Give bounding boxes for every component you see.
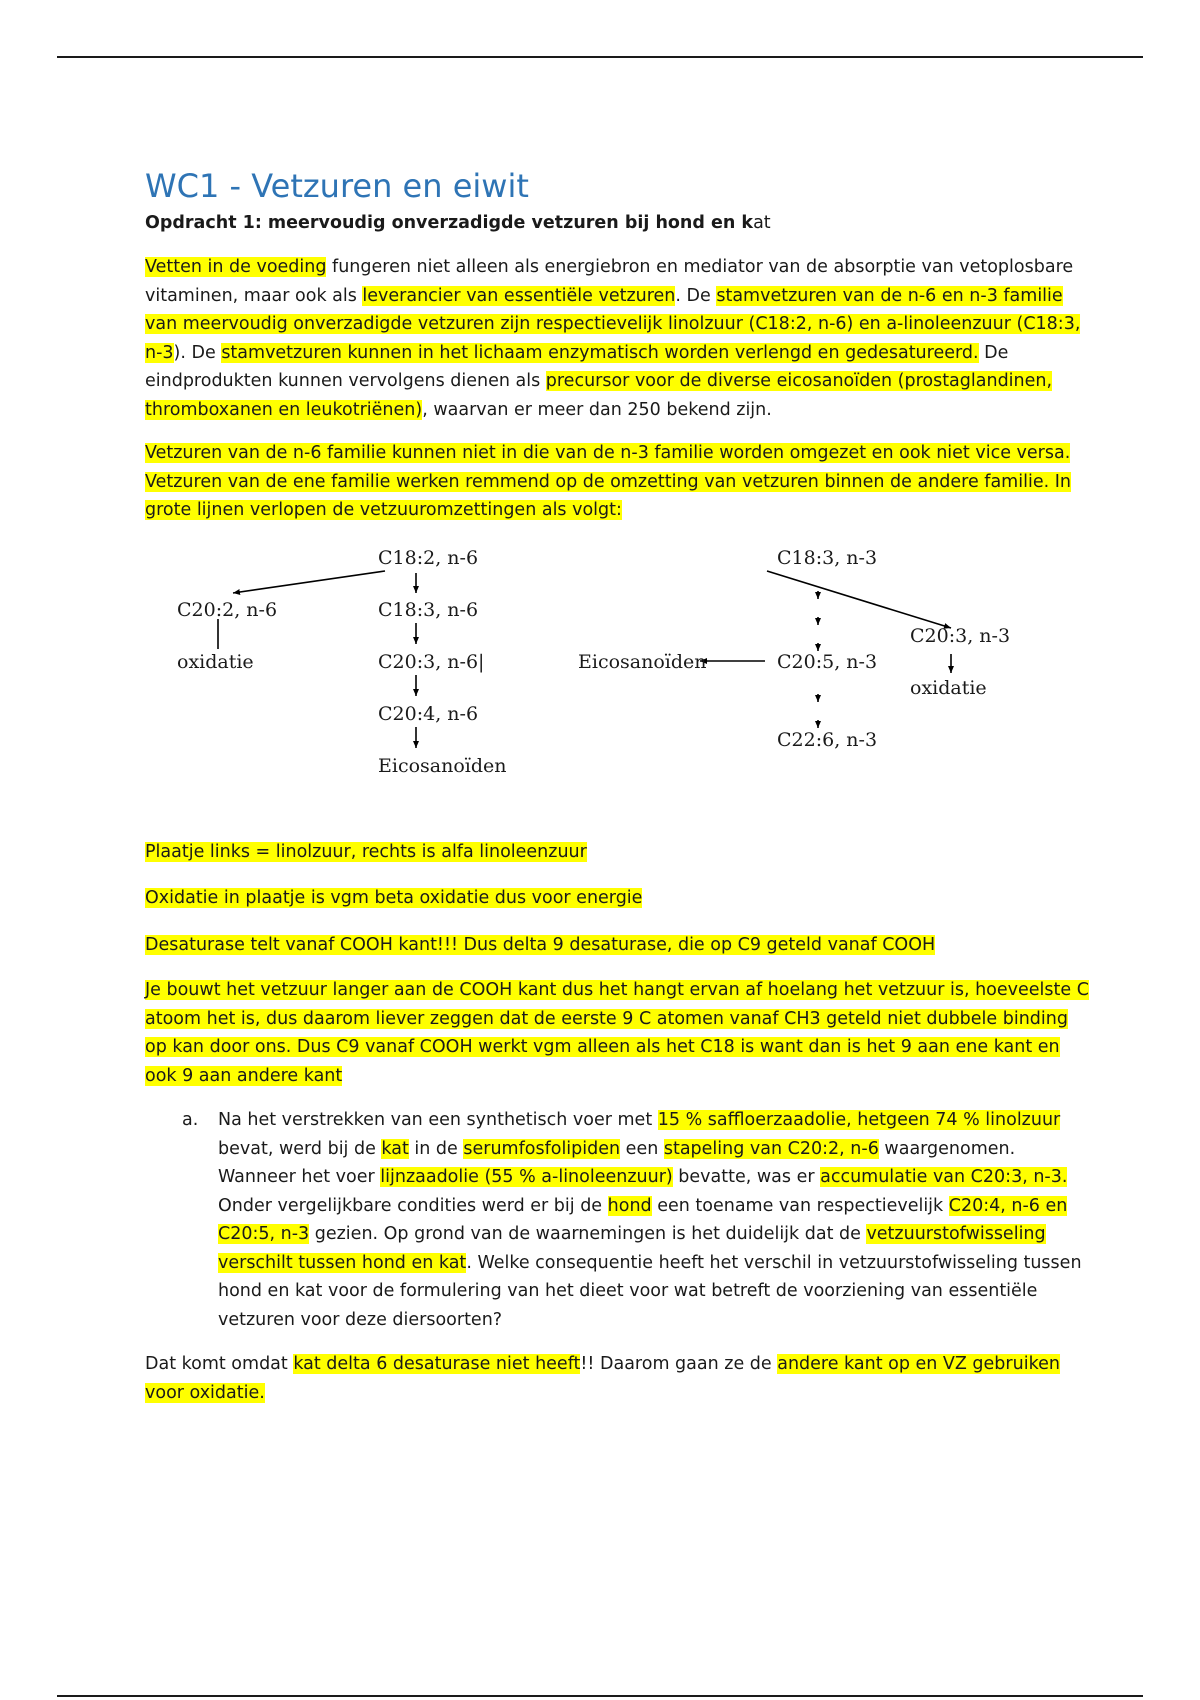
highlight: stamvetzuren van de n-6 en n-3 familie van meervoudig onverzadigde vetzuren zijn respectievelijk linolzuur (C18:2, n-6) en a-linoleenzuur (C18:3, n-3 <box>145 285 1081 363</box>
arrow-n3-c183-to-c203 <box>767 571 951 628</box>
highlight: 15 % saffloerzaadolie, hetgeen 74 % linolzuur <box>657 1110 1061 1130</box>
highlight: accumulatie van C20:3, n-3. <box>820 1167 1068 1187</box>
text-run: ). De <box>173 342 222 363</box>
highlight: Je bouwt het vetzuur langer aan de COOH kant dus het hangt ervan af hoelang het vetzuur is, hoeveelste C atoom het is, dus daarom liever zeggen dat de eerste 9 C atomen vanaf CH3 geteld niet dubbele binding op kan door ons. Dus C9 vanaf COOH werkt vgm alleen als het C18 is want dan is het 9 aan ene kant en ook 9 aan andere kant <box>145 980 1089 1086</box>
question-a <box>145 1106 1095 1334</box>
assignment-heading-bold: Opdracht 1: meervoudig onverzadigde vetzuren bij hond en k <box>145 213 754 233</box>
page-title: WC1 - Vetzuren en eiwit <box>145 167 529 205</box>
text-run: bevat, werd bij de <box>218 1138 382 1159</box>
intro-paragraph <box>145 253 1095 424</box>
text-run: !! Daarom gaan ze de <box>580 1354 778 1374</box>
list-marker: a. <box>182 1110 199 1130</box>
node-c20-5-n3: C20:5, n-3 <box>777 650 878 673</box>
arrow-c182-to-c202 <box>233 571 385 593</box>
node-eicosanoiden-right: Eicosanoïden <box>578 650 707 673</box>
header-rule <box>57 56 1143 58</box>
highlight: Oxidatie in plaatje is vgm beta oxidatie dus voor energie <box>145 888 643 908</box>
highlight: stapeling van C20:2, n-6 <box>663 1138 879 1159</box>
text-run: een toename van respectievelijk <box>651 1195 949 1216</box>
text-run: bevatte, was er <box>672 1167 821 1187</box>
text-run: Dat komt omdat <box>145 1354 294 1374</box>
highlight: andere kant op en VZ gebruiken voor oxidatie. <box>145 1354 1060 1403</box>
note-line <box>145 884 1095 913</box>
note-line <box>145 838 1095 867</box>
question-text <box>218 1106 1095 1334</box>
text-run: gezien. Op grond van de waarnemingen is het duidelijk dat de <box>309 1224 867 1244</box>
document-page <box>145 166 1095 1407</box>
text-run: in de <box>408 1138 464 1159</box>
highlight: kat <box>381 1138 409 1159</box>
text-run: waargenomen. Wanneer het voer <box>218 1138 1016 1187</box>
node-oxidatie-left: oxidatie <box>177 650 254 673</box>
highlight: serumfosfolipiden <box>463 1138 621 1159</box>
text-run: fungeren niet alleen als energiebron en mediator van de absorptie van vetoplosbare vitaminen, maar ook als <box>145 257 1074 306</box>
family-paragraph <box>145 439 1095 525</box>
fatty-acid-diagram <box>145 537 1095 822</box>
node-c20-4-n6: C20:4, n-6 <box>378 702 479 725</box>
highlight: leverancier van essentiële vetzuren <box>362 285 676 306</box>
node-oxidatie-right: oxidatie <box>910 676 987 699</box>
assignment-heading <box>145 210 1095 236</box>
node-c20-2-n6: C20:2, n-6 <box>177 598 278 621</box>
text-run: Na het verstrekken van een synthetisch voer met <box>218 1110 658 1130</box>
highlight: Vetten in de voeding <box>145 257 327 277</box>
node-c18-3-n6: C18:3, n-6 <box>378 598 479 621</box>
text-run: . De <box>675 285 717 306</box>
highlight: hond <box>607 1195 652 1216</box>
footer-rule <box>57 1695 1143 1697</box>
text-run: Onder vergelijkbare condities werd er bij de <box>218 1195 608 1216</box>
highlight: C20:4, n-6 en C20:5, n-3 <box>218 1195 1068 1244</box>
text-run: . Welke consequentie heeft het verschil in vetzuurstofwisseling tussen hond en kat voor de formulering van het dieet voor wat betreft de voorziening van essentiële vetzuren voor deze diersoorten? <box>218 1252 1082 1330</box>
node-c20-3-n3: C20:3, n-3 <box>910 624 1011 647</box>
highlight: vetzuurstofwisseling verschilt tussen hond en kat <box>218 1224 1046 1273</box>
highlight: kat delta 6 desaturase niet heeft <box>293 1354 581 1374</box>
assignment-heading-tail: at <box>753 213 771 233</box>
highlight: Desaturase telt vanaf COOH kant!!! Dus delta 9 desaturase, die op C9 geteld vanaf COOH <box>145 934 936 955</box>
note-line <box>145 931 1095 960</box>
node-c18-3-n3: C18:3, n-3 <box>777 546 878 569</box>
highlight: stamvetzuren kunnen in het lichaam enzymatisch worden verlengd en gedesatureerd. <box>221 342 979 363</box>
cooh-paragraph <box>145 976 1095 1090</box>
node-eicosanoiden-left: Eicosanoïden <box>378 754 507 777</box>
text-run: een <box>620 1138 664 1159</box>
node-c20-3-n6: C20:3, n-6| <box>378 650 485 673</box>
node-c22-6-n3: C22:6, n-3 <box>777 728 878 751</box>
text-run: De eindprodukten kunnen vervolgens dienen als <box>145 342 1009 391</box>
node-c18-2-n6: C18:2, n-6 <box>378 546 479 569</box>
highlight: lijnzaadolie (55 % a-linoleenzuur) <box>380 1167 673 1187</box>
answer-paragraph <box>145 1350 1095 1407</box>
highlight: precursor voor de diverse eicosanoïden (prostaglandinen, thromboxanen en leukotriënen) <box>145 371 1053 420</box>
text-run: , waarvan er meer dan 250 bekend zijn. <box>422 399 772 420</box>
highlight: Plaatje links = linolzuur, rechts is alfa linoleenzuur <box>145 841 587 862</box>
highlight: Vetzuren van de n-6 familie kunnen niet in die van de n-3 familie worden omgezet en ook niet vice versa. Vetzuren van de ene familie werken remmend op de omzetting van vetzuren binnen de andere familie. In grote lijnen verlopen de vetzuuromzettingen als volgt: <box>145 443 1071 520</box>
